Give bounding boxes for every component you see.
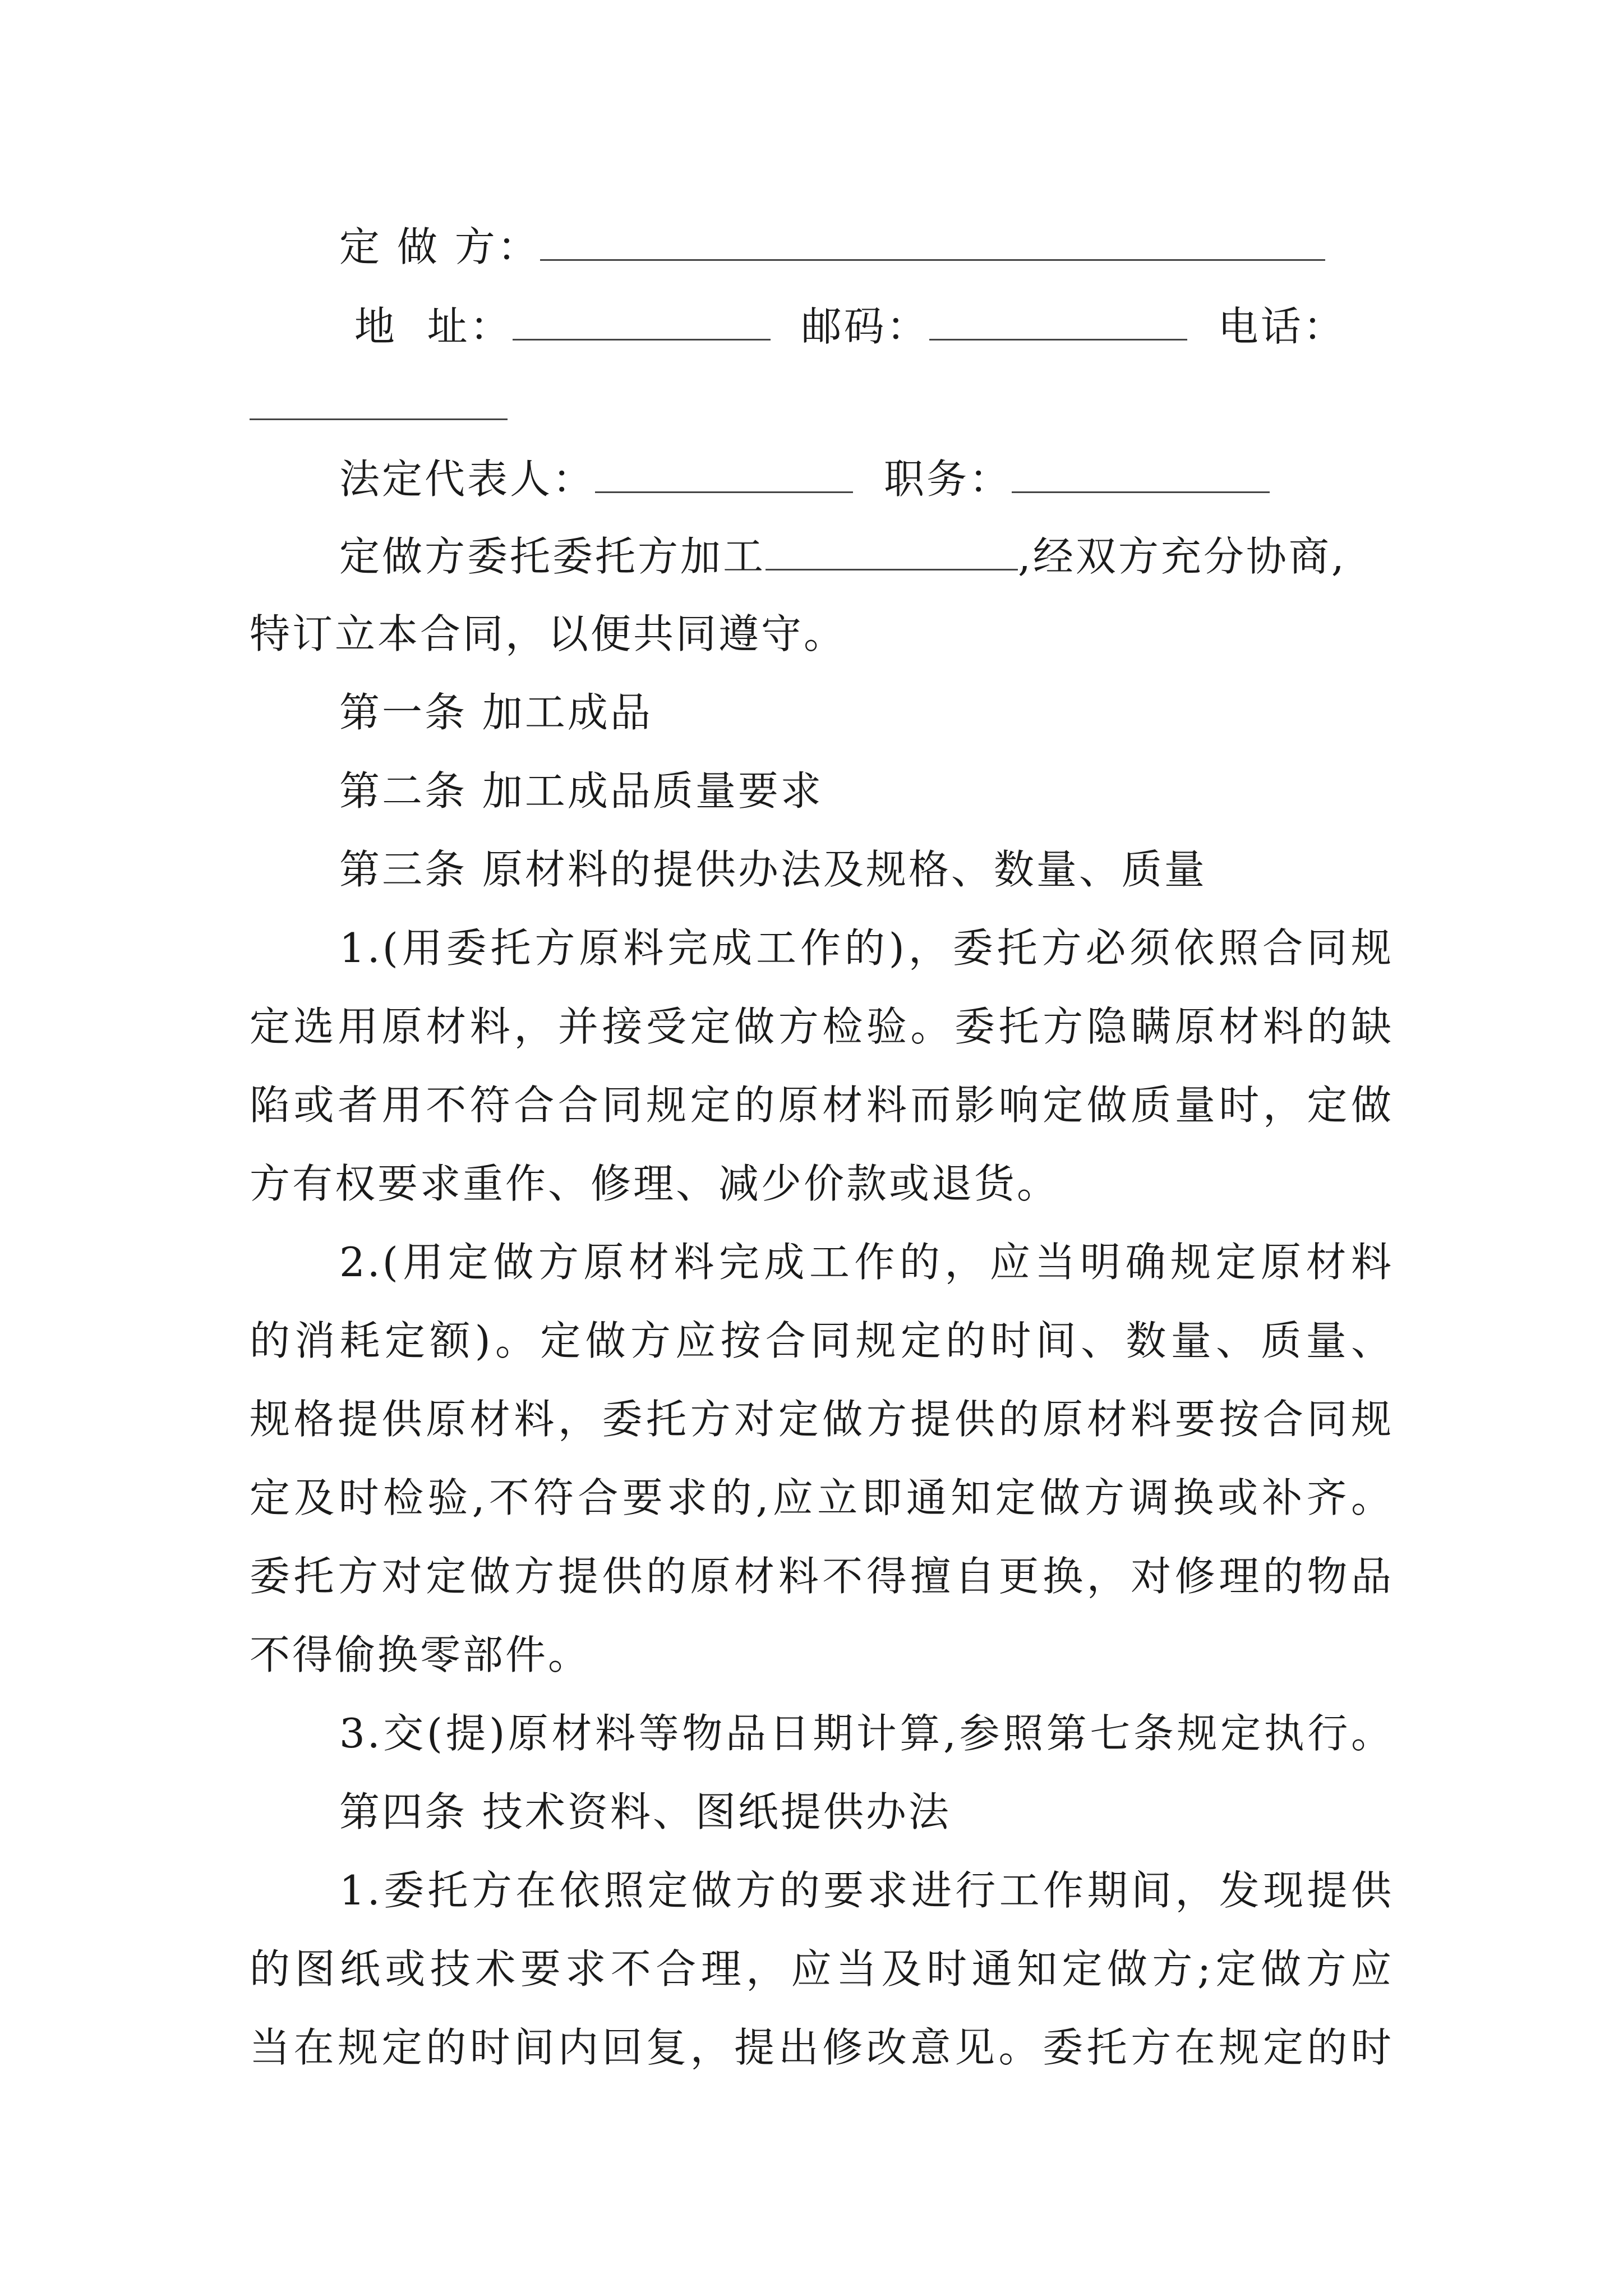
legal-rep-blank — [595, 450, 853, 493]
preamble-line-2: 特订立本合同，以便共同遵守。 — [250, 610, 847, 657]
paragraph-line: 1.委托方在依照定做方的要求进行工作期间，发现提供 — [339, 1867, 1394, 1914]
position-blank — [1012, 450, 1270, 493]
preamble-part2: ,经双方充分协商, — [1018, 533, 1347, 580]
address-label: 地 址： — [354, 303, 513, 350]
preamble-line-1 — [339, 527, 1394, 583]
article-4-heading: 第四条 技术资料、图纸提供办法 — [339, 1788, 951, 1835]
product-blank — [766, 527, 1018, 570]
phone-blank-row — [250, 377, 1394, 433]
legal-rep-row — [339, 450, 1394, 506]
paragraph-line: 规格提供原材料，委托方对定做方提供的原材料要按合同规 — [250, 1396, 1394, 1443]
preamble-part1: 定做方委托委托方加工 — [339, 533, 766, 580]
legal-rep-label: 法定代表人： — [339, 455, 596, 503]
postcode-label: 邮码： — [801, 303, 929, 350]
paragraph-line: 1.(用委托方原料完成工作的)，委托方必须依照合同规 — [339, 924, 1394, 972]
article-3-heading: 第三条 原材料的提供办法及规格、数量、质量 — [339, 846, 1207, 893]
paragraph-line: 的消耗定额)。定做方应按合同规定的时间、数量、质量、 — [250, 1317, 1394, 1364]
party-blank — [540, 218, 1325, 261]
paragraph-line: 陷或者用不符合合同规定的原材料而影响定做质量时，定做 — [250, 1082, 1394, 1129]
party-label: 定 做 方： — [339, 223, 540, 270]
phone-blank — [250, 377, 508, 420]
paragraph-line: 2.(用定做方原材料完成工作的，应当明确规定原材料 — [339, 1239, 1394, 1286]
postcode-blank — [929, 297, 1187, 341]
paragraph-line: 3.交(提)原材料等物品日期计算,参照第七条规定执行。 — [339, 1710, 1394, 1757]
party-row — [339, 218, 1394, 274]
address-row — [339, 297, 1394, 353]
paragraph-line: 不得偷换零部件。 — [250, 1631, 591, 1678]
paragraph-line: 方有权要求重作、修理、减少价款或退货。 — [250, 1160, 1060, 1207]
article-1-heading: 第一条 加工成品 — [339, 689, 653, 736]
address-blank — [513, 297, 771, 341]
position-label: 职务： — [884, 455, 1012, 503]
paragraph-line: 当在规定的时间内回复，提出修改意见。委托方在规定的时 — [250, 2024, 1394, 2071]
paragraph-line: 定及时检验,不符合要求的,应立即通知定做方调换或补齐。 — [250, 1474, 1394, 1521]
phone-label: 电话： — [1218, 303, 1346, 350]
paragraph-line: 定选用原材料，并接受定做方检验。委托方隐瞒原材料的缺 — [250, 1003, 1394, 1050]
paragraph-line: 委托方对定做方提供的原材料不得擅自更换，对修理的物品 — [250, 1553, 1394, 1600]
paragraph-line: 的图纸或技术要求不合理，应当及时通知定做方;定做方应 — [250, 1945, 1394, 1993]
article-2-heading: 第二条 加工成品质量要求 — [339, 767, 823, 815]
